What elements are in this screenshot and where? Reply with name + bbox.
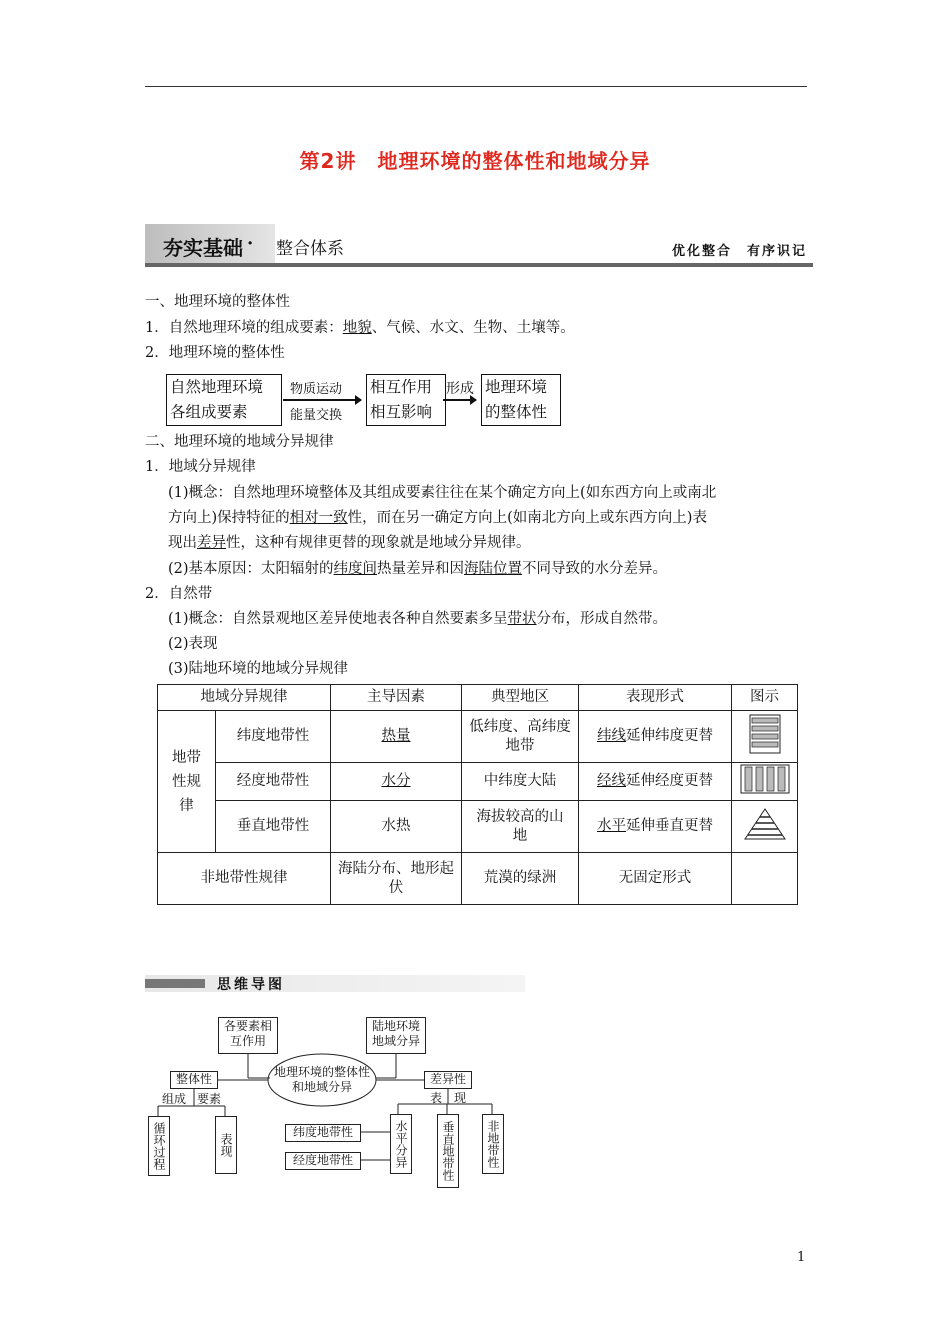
node-azonal: 非地带性: [482, 1114, 504, 1174]
table-row: [158, 853, 798, 905]
table-row: [158, 763, 798, 801]
flow-box-integrity: 地理环境 的整体性: [481, 374, 561, 426]
node-land-differentiation: 陆地环境地域分异: [366, 1017, 426, 1054]
longitudinal-diagram: [732, 763, 798, 801]
table-cell: 非地带性规律: [158, 853, 331, 905]
node-center: 地理环境的整体性和地域分异: [273, 1065, 370, 1094]
table-cell: [732, 853, 798, 905]
node-integrity: 整体性: [170, 1071, 218, 1089]
flow-arrow-1: [283, 399, 361, 401]
concept-line-a: (1)概念：自然地理环境整体及其组成要素往往在某个确定方向上(如东西方向上或南北: [168, 485, 717, 501]
table-cell: 热量: [331, 711, 462, 763]
flow-box-interaction: 相互作用 相互影响: [366, 374, 446, 426]
flow-label-material: 物质运动: [290, 382, 343, 397]
horizontal-stripes-icon: [748, 714, 782, 754]
table-header-row: [158, 685, 798, 711]
table-cell: 垂直地带性: [216, 801, 331, 853]
label-show-2: 现: [454, 1091, 467, 1105]
node-difference: 差异性: [424, 1071, 472, 1089]
table-cell: 水热: [331, 801, 462, 853]
section-1-heading: 一、地理环境的整体性: [145, 294, 290, 310]
table-header: 地域分异规律: [158, 685, 331, 711]
banner-sub: 整合体系: [276, 239, 344, 259]
node-cycle-process: 循环过程: [148, 1116, 170, 1176]
table-cell: 经线延伸经度更替: [579, 763, 732, 801]
mindmap-header-text: 思维导图: [217, 977, 285, 993]
node-longitudinal: 经度地带性: [285, 1152, 361, 1170]
latitudinal-diagram: [732, 711, 798, 763]
flow-label-form: 形成: [446, 381, 474, 397]
table-cell: 荒漠的绿洲: [462, 853, 579, 905]
flow-arrow-2: [443, 399, 476, 401]
node-latitudinal: 纬度地带性: [285, 1124, 361, 1142]
line-1-2: 2．地理环境的整体性: [145, 345, 285, 361]
banner-bar: [145, 263, 813, 267]
table-cell: 海拔较高的山地: [462, 801, 579, 853]
section-banner: [145, 224, 813, 266]
cause-line: (2)基本原因：太阳辐射的纬度间热量差异和因海陆位置不同导致的水分差异。: [168, 561, 668, 577]
zonation-table: [157, 684, 798, 905]
table-cell: 经度地带性: [216, 763, 331, 801]
mindmap-header-block: [145, 979, 205, 988]
table-header: 主导因素: [331, 685, 462, 711]
header-rule: [145, 86, 807, 87]
table-header: 典型地区: [462, 685, 579, 711]
vertical-diagram: [732, 801, 798, 853]
table-cell: 无固定形式: [579, 853, 732, 905]
vertical-stripes-icon: [740, 764, 790, 794]
table-cell: 中纬度大陆: [462, 763, 579, 801]
label-elements: 要素: [197, 1092, 222, 1106]
concept-line-c: 现出差异性，这种有规律更替的现象就是地域分异规律。: [168, 535, 531, 551]
label-show-1: 表: [430, 1091, 443, 1105]
node-vertical-zonality: 垂直地带性: [437, 1114, 459, 1188]
node-interaction: 各要素相互作用: [218, 1017, 278, 1054]
mindmap-header: [145, 975, 525, 992]
banner-dot: ·: [247, 233, 254, 254]
page-number: 1: [797, 1250, 806, 1265]
banner-right: 优化整合 有序识记: [671, 244, 807, 259]
label-compose: 组成: [162, 1092, 187, 1106]
page-title: 第2讲 地理环境的整体性和地域分异: [299, 149, 651, 173]
line-2-2: 2．自然带: [145, 586, 213, 602]
zonal-group-cell: 地带性规律: [158, 711, 216, 853]
node-horizontal: 水平分异: [390, 1114, 412, 1174]
table-cell: 水分: [331, 763, 462, 801]
line-1-1: 1．自然地理环境的组成要素：地貌、气候、水文、生物、土壤等。: [145, 320, 575, 336]
table-cell: 纬线延伸纬度更替: [579, 711, 732, 763]
zone-show-line: (2)表现: [168, 636, 218, 652]
mountain-zones-icon: [743, 807, 787, 841]
table-cell: 水平延伸垂直更替: [579, 801, 732, 853]
table-header: 图示: [732, 685, 798, 711]
table-row: [158, 711, 798, 763]
concept-line-b: 方向上)保持特征的相对一致性，而在另一确定方向上(如南北方向上或东西方向上)表: [168, 510, 707, 526]
banner-main: 夯实基础: [163, 236, 243, 260]
table-row: [158, 801, 798, 853]
table-cell: 纬度地带性: [216, 711, 331, 763]
table-cell: 海陆分布、地形起伏: [331, 853, 462, 905]
table-cell: 低纬度、高纬度地带: [462, 711, 579, 763]
zone-concept-line: (1)概念：自然景观地区差异使地表各种自然要素多呈带状分布，形成自然带。: [168, 611, 668, 627]
line-2-1: 1．地域分异规律: [145, 459, 256, 475]
node-manifestation: 表现: [215, 1116, 237, 1174]
zone-rule-line: (3)陆地环境的地域分异规律: [168, 661, 349, 677]
section-2-heading: 二、地理环境的地域分异规律: [145, 434, 334, 450]
flow-box-elements: 自然地理环境 各组成要素: [166, 374, 282, 426]
flow-label-energy: 能量交换: [290, 408, 343, 423]
table-header: 表现形式: [579, 685, 732, 711]
